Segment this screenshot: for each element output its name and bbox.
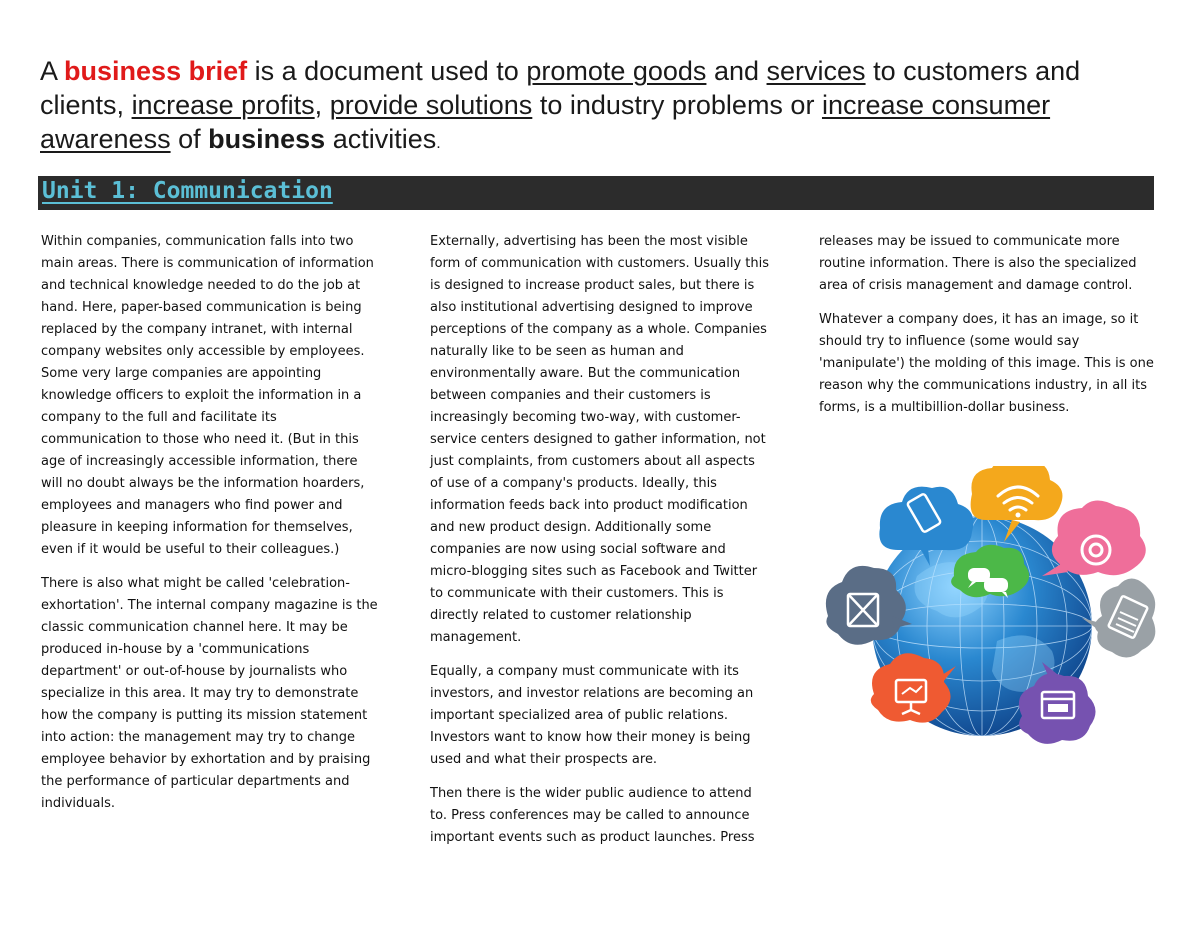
paragraph: Whatever a company does, it has an image, so it should try to influence (some would say 'manipulate') the molding of this image. This is one reason why the communications industry, in all its forms, is a multibillion-dollar business. — [819, 312, 1154, 415]
paragraph: There is also what might be called 'celebration-exhortation'. The internal company magazine is the classic communication channel here. It may be produced in-house by a 'communications department' or out-of-house by journalists who specialize in this area. It may try to demonstrate how the company is putting its mission statement into action: the management may try to change employee behavior by exhortation and by praising the performance of particular departments and individuals. — [41, 576, 378, 811]
intro-text-1: is a document used to — [254, 56, 519, 86]
intro-and: and — [713, 56, 760, 86]
communication-globe-illustration — [822, 466, 1158, 758]
column-3 — [819, 231, 1159, 431]
increase-profits-text: increase profits — [131, 90, 315, 120]
unit-title: Unit 1: Communication — [42, 178, 333, 204]
paragraph: Then there is the wider public audience to attend to. Press conferences may be called to announce important events such as product launches. Press — [430, 786, 755, 845]
paragraph: releases may be issued to communicate more routine information. There is also the specialized area of crisis management and damage control. — [819, 234, 1137, 293]
business-brief-term: business brief — [64, 56, 248, 86]
services-text: services — [766, 56, 866, 86]
increase-consumer-awareness-text: increase consumer awareness — [40, 90, 1051, 154]
intro-text-3: to industry problems or — [539, 90, 815, 120]
intro-period: . — [436, 135, 441, 152]
document-icon — [1082, 578, 1155, 657]
paragraph: Within companies, communication falls into two main areas. There is communication of information and technical knowledge needed to do the job at hand. Here, paper-based communication is being replaced by the company intranet, with internal company websites only accessible by employees. Some very large companies are appointing knowledge officers to exploit the information in a company to the full and facilitate its communication to those who need it. (But in this age of increasingly accessible information, there will no doubt always be the information hoarders, employees and managers who find power and pleasure in keeping information for themselves, even if it would be useful to their colleagues.) — [41, 234, 374, 557]
intro-a: A — [40, 56, 57, 86]
intro-comma: , — [314, 90, 323, 120]
promote-goods-text: promote goods — [526, 56, 707, 86]
column-1 — [41, 231, 381, 827]
unit-heading-bar — [38, 176, 1154, 210]
intro-text-2: to customers and clients, — [40, 56, 1081, 120]
intro-of: of — [178, 124, 201, 154]
column-2 — [430, 231, 770, 861]
intro-activities: activities — [332, 124, 437, 154]
provide-solutions-text: provide solutions — [329, 90, 533, 120]
intro-paragraph — [40, 54, 1140, 161]
paragraph: Equally, a company must communicate with its investors, and investor relations are becoming an important specialized area of public relations. Investors want to know how their money is being used and what their prospects are. — [430, 664, 754, 767]
globe-illustration-svg — [822, 466, 1158, 758]
paragraph: Externally, advertising has been the most visible form of communication with customers. Usually this is designed to increase product sales, but there is also institutional advertising designed to improve perceptions of the company as a whole. Companies naturally like to be seen as human and environmentally aware. But the communication between companies and their customers is increasingly becoming two-way, with customer-service centers designed to gather information, not just complaints, from customers about all aspects of use of a company's products. Ideally, this information feeds back into product modification and new product design. Additionally some companies are now using social software and micro-blogging sites such as Facebook and Twitter to communicate with their customers. This is directly related to customer relationship management. — [430, 234, 770, 645]
business-bold-text: business — [208, 124, 326, 154]
